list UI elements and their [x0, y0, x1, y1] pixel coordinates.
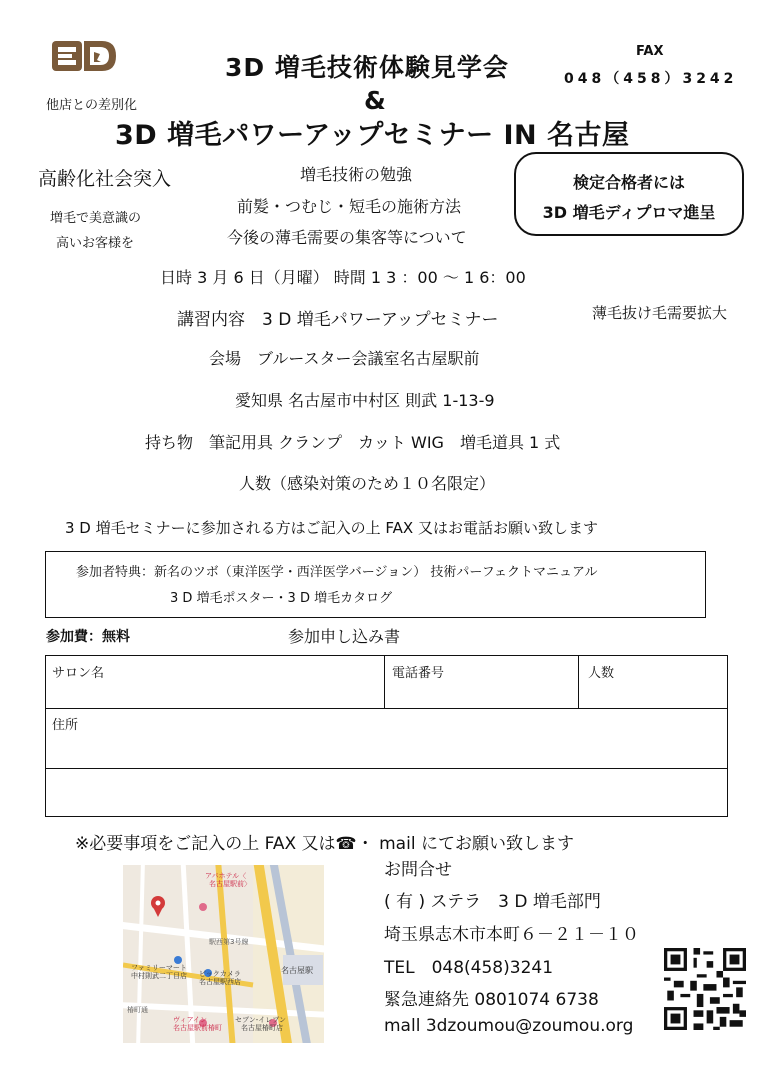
form-divider — [46, 708, 727, 709]
future-note: 今後の薄毛需要の集客等について — [227, 228, 467, 247]
items-to-bring: 持ち物 筆記用具 クランプ カット WIG 増毛道具 1 式 — [145, 433, 561, 452]
benefits-line2: 3 D 増毛ポスター・3 D 増毛カタログ — [170, 591, 393, 606]
application-form — [45, 655, 728, 817]
certification-line2: 3D 増毛ディプロマ進呈 — [542, 203, 716, 222]
map-label-street: 駅西第3号線 — [209, 938, 249, 946]
qr-code — [664, 948, 746, 1030]
participation-fee: 参加費：無料 — [46, 629, 130, 645]
salon-name-field[interactable]: サロン名 — [52, 666, 105, 681]
address-field[interactable]: 住所 — [52, 718, 79, 733]
map-label-seven: 名古屋椿町店 — [241, 1024, 283, 1032]
contact-heading: お問合せ — [384, 860, 452, 880]
form-divider — [46, 768, 727, 769]
map-label-hotel-vfine: ヴィアイン — [173, 1016, 207, 1024]
map-label-street: 椿町通 — [127, 1006, 148, 1014]
contact-address: 埼玉県志木市本町６－２１－１０ — [384, 925, 639, 945]
map-label-biccamera: ビックカメラ — [199, 970, 241, 978]
map-label-familymart: 中村則武二丁目店 — [131, 972, 187, 980]
map-label-station: 名古屋駅 — [281, 966, 313, 975]
differentiation-note: 他店との差別化 — [46, 98, 138, 113]
event-date: 日時 3 月 6 日（月曜） 時間 1 3 ：00 〜 1 6：00 — [160, 268, 526, 287]
benefits-line1: 参加者特典：新名のツボ（東洋医学・西洋医学バージョン） 技術パーフェクトマニュアル — [76, 565, 598, 580]
customer-note-line2: 高いお客様を — [56, 236, 135, 251]
venue-map[interactable] — [123, 865, 324, 1043]
event-title-line2: 3D 増毛パワーアップセミナー IN 名古屋 — [115, 120, 630, 151]
form-divider — [578, 656, 579, 708]
study-note: 増毛技術の勉強 — [300, 165, 413, 184]
contact-mail: mall 3dzoumou@zoumou.org — [384, 1016, 634, 1036]
map-label-hotel-vfine: 名古屋駅前椿町 — [173, 1024, 222, 1032]
fax-number: 048（458）3242 — [564, 71, 738, 87]
certification-box — [514, 152, 744, 236]
technique-note: 前髪・つむじ・短毛の施術方法 — [237, 197, 462, 216]
customer-note-line1: 増毛で美意識の — [50, 211, 142, 226]
participation-notice: 3 D 増毛セミナーに参加される方はご記入の上 FAX 又はお電話お願い致します — [65, 519, 598, 537]
application-title: 参加申し込み書 — [288, 627, 401, 646]
certification-line1: 検定合格者には — [572, 173, 685, 192]
form-divider — [384, 656, 385, 708]
map-label-familymart: ファミリーマート — [131, 964, 187, 972]
venue: 会場 ブルースター会議室名古屋駅前 — [209, 349, 480, 368]
map-label-hotel: アパホテル〈 — [205, 872, 247, 880]
aging-society-note: 高齢化社会突入 — [38, 168, 172, 190]
company-logo — [50, 38, 120, 74]
contact-tel: TEL 048(458)3241 — [384, 958, 554, 978]
map-graphic — [123, 865, 324, 1043]
capacity: 人数（感染対策のため１０名限定） — [239, 474, 496, 493]
map-label-seven: セブン-イレブン — [235, 1016, 286, 1024]
map-label-biccamera: 名古屋駅西店 — [199, 978, 241, 986]
people-count-field[interactable]: 人数 — [588, 666, 615, 681]
course-content: 講習内容 3 D 増毛パワーアップセミナー — [177, 310, 499, 330]
event-title-line1: 3D 増毛技術体験見学会 — [225, 53, 509, 82]
phone-field[interactable]: 電話番号 — [392, 666, 445, 681]
map-label-hotel: 名古屋駅前〉 — [209, 880, 251, 888]
title-ampersand: & — [364, 86, 386, 115]
fax-label: FAX — [636, 44, 664, 59]
contact-emergency: 緊急連絡先 0801074 6738 — [384, 990, 599, 1010]
thin-hair-note: 薄毛抜け毛需要拡大 — [592, 304, 728, 322]
venue-address: 愛知県 名古屋市中村区 則武 1-13-9 — [235, 391, 495, 410]
address-field-extra[interactable] — [52, 774, 722, 810]
contact-company: ( 有 ) ステラ 3 D 増毛部門 — [384, 892, 601, 912]
request-note: ※必要事項をご記入の上 FAX 又は☎・ mail にてお願い致します — [75, 834, 574, 854]
